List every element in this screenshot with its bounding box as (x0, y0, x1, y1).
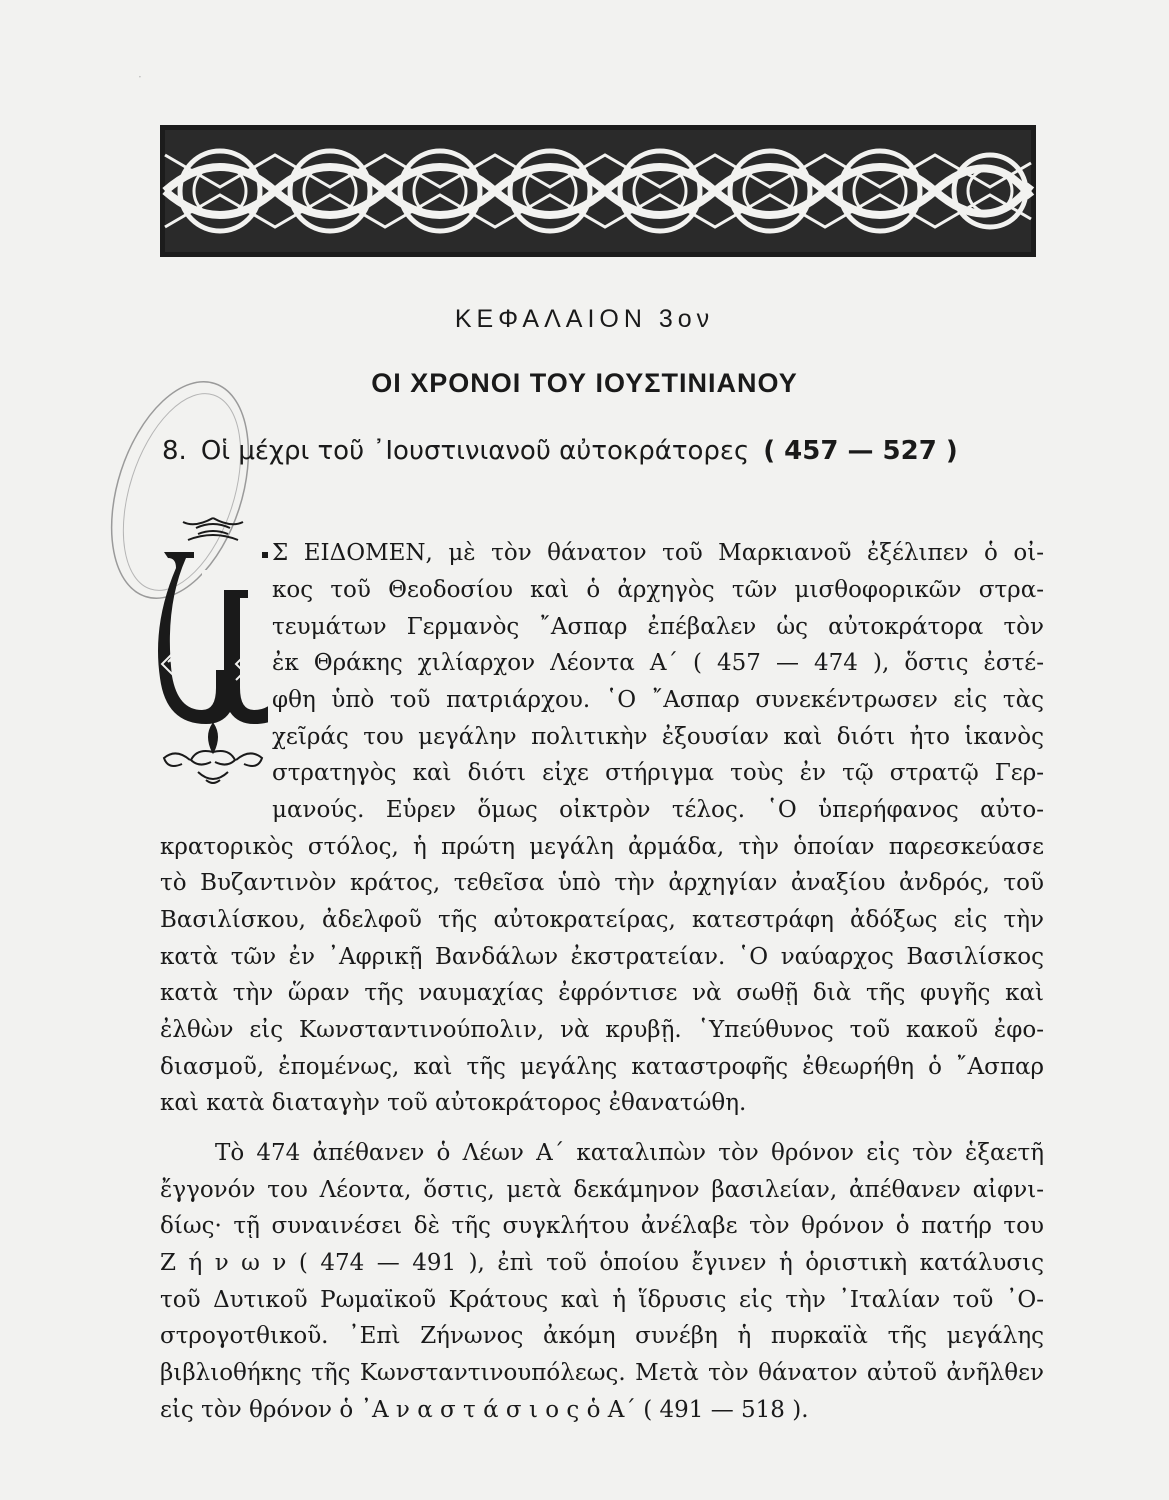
paragraph-1-line: φθη ὑπὸ τοῦ πατριάρχου. ῾Ο ῎Ασπαρ συνεκέντρωσεν εἰς τὰς (272, 687, 1044, 713)
paragraph-2-line: στρογοτθικοῦ. ᾿Επὶ Ζήνωνος ἀκόμη συνέβη ἡ πυρκαϊὰ τῆς μεγάλης (160, 1323, 1044, 1349)
paragraph-1-line: χεῖράς του μεγάλην πολιτικὴν ἐξουσίαν καὶ διότι ἦτο ἱκανὸς (272, 724, 1044, 750)
chapter-title: ΟΙ ΧΡΟΝΟΙ ΤΟΥ ΙΟΥΣΤΙΝΙΑΝΟΥ (371, 368, 798, 398)
paragraph-2-line: δίως· τῇ συναινέσει δὲ τῆς συγκλήτου ἀνέλαβε τὸν θρόνον ὁ πατήρ του (160, 1213, 1044, 1239)
paragraph-1-line: κατὰ τῶν ἐν ᾿Αφρικῇ Βανδάλων ἐκστρατείαν. ῾Ο ναύαρχος Βασιλίσκος (160, 944, 1044, 970)
paragraph-1-line: Σ ΕΙΔΟΜΕΝ, μὲ τὸν θάνατον τοῦ Μαρκιανοῦ ἐξέλιπεν ὁ οἶ- (272, 540, 1044, 566)
section-date-range: ( 457 — 527 ) (763, 436, 958, 466)
paragraph-2-line: εἰς τὸν θρόνον ὁ ᾿Α ν α σ τ ά σ ι ο ς ὁ Α΄ ( 491 — 518 ). (160, 1397, 809, 1423)
paragraph-2-line: ἔγγονόν του Λέοντα, ὅστις, μετὰ δεκάμηνον βασιλείαν, ἀπέθανεν αἰφνι- (160, 1177, 1044, 1203)
ornamental-interlace-band (160, 125, 1036, 257)
paragraph-1-line: κατὰ τὴν ὥραν τῆς ναυμαχίας ἐφρόντισε νὰ σωθῇ διὰ τῆς φυγῆς καὶ (160, 980, 1044, 1006)
page-corner-mark: · (138, 70, 142, 84)
paragraph-1-line: Βασιλίσκου, ἀδελφοῦ τῆς αὐτοκρατείρας, κατεστράφη ἀδόξως εἰς τὴν (160, 907, 1044, 933)
paragraph-1-line: καὶ κατὰ διαταγὴν τοῦ αὐτοκράτορος ἐθανατώθη. (160, 1090, 747, 1116)
paragraph-1-line: ἐλθὼν εἰς Κωνσταντινούπολιν, νὰ κρυβῇ. ῾Υπεύθυνος τοῦ κακοῦ ἐφο- (160, 1017, 1044, 1043)
section-number: 8. (162, 436, 187, 466)
chapter-label: ΚΕΦΑΛΑΙΟΝ 3ον (454, 305, 715, 333)
paragraph-1-line: διασμοῦ, ἐπομένως, καὶ τῆς μεγάλης καταστροφῆς ἐθεωρήθη ὁ ῎Ασπαρ (160, 1054, 1044, 1080)
paragraph-2-line: Ζ ή ν ω ν ( 474 — 491 ), ἐπὶ τοῦ ὁποίου ἔγινεν ἡ ὁριστικὴ κατάλυσις (160, 1250, 1044, 1276)
paragraph-1-line: τευμάτων Γερμανὸς ῎Ασπαρ ἐπέβαλεν ὡς αὐτοκράτορα τὸν (272, 614, 1044, 640)
paragraph-1-line: κος τοῦ Θεοδοσίου καὶ ὁ ἀρχηγὸς τῶν μισθοφορικῶν στρα- (272, 577, 1044, 603)
paragraph-2-line: βιβλιοθήκης τῆς Κωνσταντινουπόλεως. Μετὰ τὸν θάνατον αὐτοῦ ἀνῆλθεν (160, 1360, 1044, 1386)
paragraph-1-line: κρατορικὸς στόλος, ἡ πρώτη μεγάλη ἀρμάδα, τὴν ὁποίαν παρεσκεύασε (160, 834, 1044, 860)
paragraph-1-line: ἐκ Θράκης χιλίαρχον Λέοντα Α΄ ( 457 — 474 ), ὅστις ἐστέ- (272, 650, 1044, 676)
paragraph-1-line: στρατηγὸς καὶ διότι εἶχε στήριγμα τοὺς ἐν τῷ στρατῷ Γερ- (272, 760, 1044, 786)
paragraph-1-line: μανούς. Εὗρεν ὅμως οἰκτρὸν τέλος. ῾Ο ὑπερήφανος αὐτο- (272, 797, 1044, 823)
ornate-initial-omega (158, 510, 268, 790)
section-title: Οἱ μέχρι τοῦ ᾿Ιουστινιανοῦ αὐτοκράτορες (200, 436, 750, 466)
paragraph-1-line: τὸ Βυζαντινὸν κράτος, τεθεῖσα ὑπὸ τὴν ἀρχηγίαν ἀναξίου ἀνδρός, τοῦ (160, 870, 1044, 896)
paragraph-2-line: τοῦ Δυτικοῦ Ρωμαϊκοῦ Κράτους καὶ ἡ ἵδρυσις εἰς τὴν ᾿Ιταλίαν τοῦ ᾿Ο- (160, 1287, 1044, 1313)
section-heading (162, 436, 1042, 466)
paragraph-2-line: Τὸ 474 ἀπέθανεν ὁ Λέων Α΄ καταλιπὼν τὸν θρόνον εἰς τὸν ἑξαετῆ (215, 1140, 1044, 1166)
